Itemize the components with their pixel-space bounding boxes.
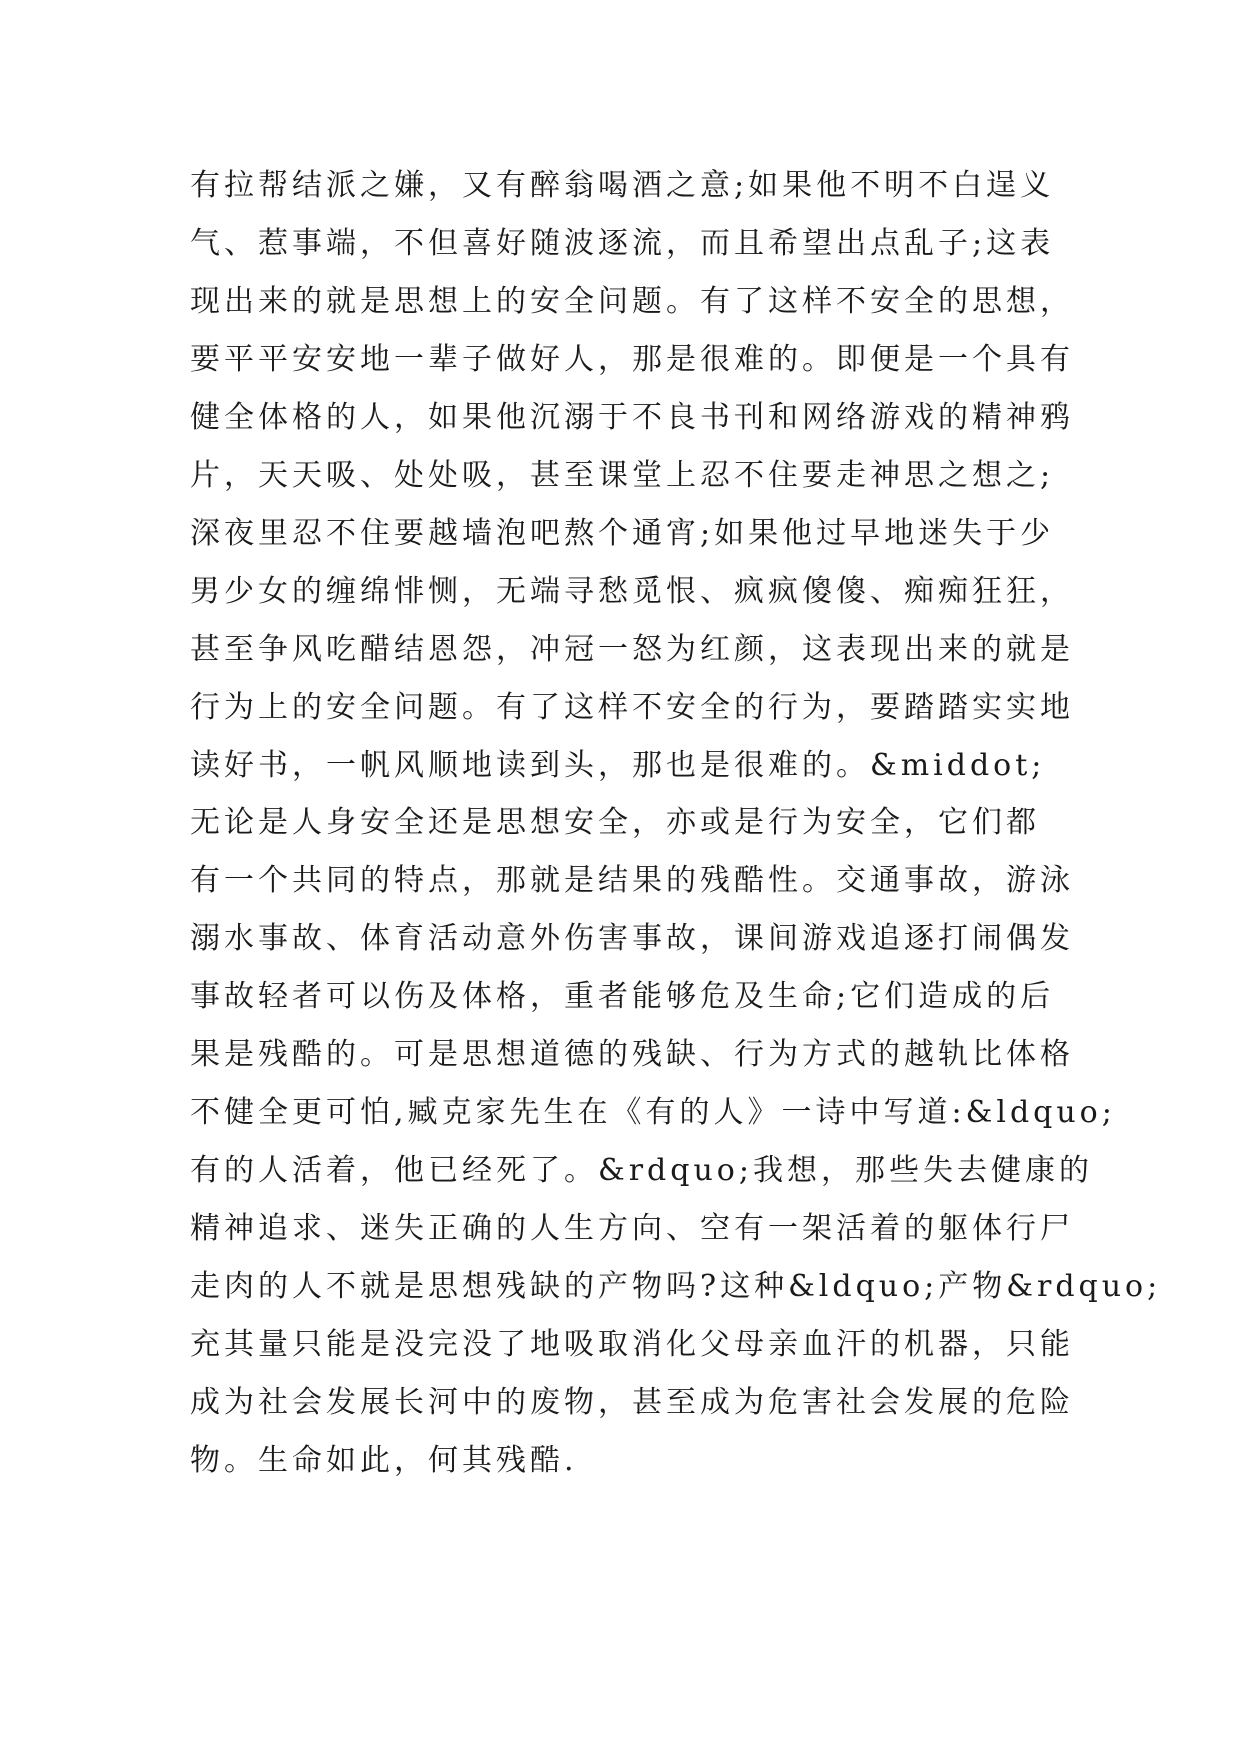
text-line: 健全体格的人，如果他沉溺于不良书刊和网络游戏的精神鸦 [190, 400, 1074, 435]
text-line: 充其量只能是没完没了地吸取消化父母亲血汗的机器，只能 [190, 1327, 1074, 1362]
text-line: 行为上的安全问题。有了这样不安全的行为，要踏踏实实地 [190, 690, 1074, 725]
text-line: 溺水事故、体育活动意外伤害事故，课间游戏追逐打闹偶发 [190, 921, 1074, 956]
text-line: 甚至争风吃醋结恩怨，冲冠一怒为红颜，这表现出来的就是 [190, 632, 1074, 667]
paragraph-1 [190, 157, 1074, 795]
text-line: 男少女的缠绵悱恻，无端寻愁觅恨、疯疯傻傻、痴痴狂狂， [190, 574, 1074, 609]
text-line: 片，天天吸、处处吸，甚至课堂上忍不住要走神思之想之; [190, 458, 1055, 493]
text-line: 事故轻者可以伤及体格，重者能够危及生命;它们造成的后 [190, 979, 1055, 1014]
text-line: 成为社会发展长河中的废物，甚至成为危害社会发展的危险 [190, 1385, 1074, 1420]
text-line: 无论是人身安全还是思想安全，亦或是行为安全，它们都 [190, 805, 1040, 840]
text-line: 精神追求、迷失正确的人生方向、空有一架活着的躯体行尸 [190, 1211, 1074, 1246]
text-line: 深夜里忍不住要越墙泡吧熬个通宵;如果他过早地迷失于少 [190, 516, 1055, 551]
text-line: 果是残酷的。可是思想道德的残缺、行为方式的越轨比体格 [190, 1037, 1074, 1072]
paragraph-2 [190, 794, 1162, 1490]
text-line: 不健全更可怕,臧克家先生在《有的人》一诗中写道:&ldquo; [190, 1095, 1116, 1130]
text-line: 气、惹事端，不但喜好随波逐流，而且希望出点乱子;这表 [190, 226, 1055, 261]
text-line: 走肉的人不就是思想残缺的产物吗?这种&ldquo;产物&rdquo; [190, 1269, 1162, 1304]
text-line: 要平平安安地一辈子做好人，那是很难的。即便是一个具有 [190, 342, 1074, 377]
text-line: 有拉帮结派之嫌，又有醉翁喝酒之意;如果他不明不白逞义 [190, 168, 1055, 203]
text-line: 有的人活着，他已经死了。&rdquo;我想，那些失去健康的 [190, 1153, 1093, 1188]
text-line: 读好书，一帆风顺地读到头，那也是很难的。&middot; [190, 748, 1046, 783]
text-line: 现出来的就是思想上的安全问题。有了这样不安全的思想， [190, 284, 1074, 319]
text-line: 有一个共同的特点，那就是结果的残酷性。交通事故，游泳 [190, 863, 1074, 898]
text-line: 物。生命如此，何其残酷. [190, 1443, 578, 1478]
